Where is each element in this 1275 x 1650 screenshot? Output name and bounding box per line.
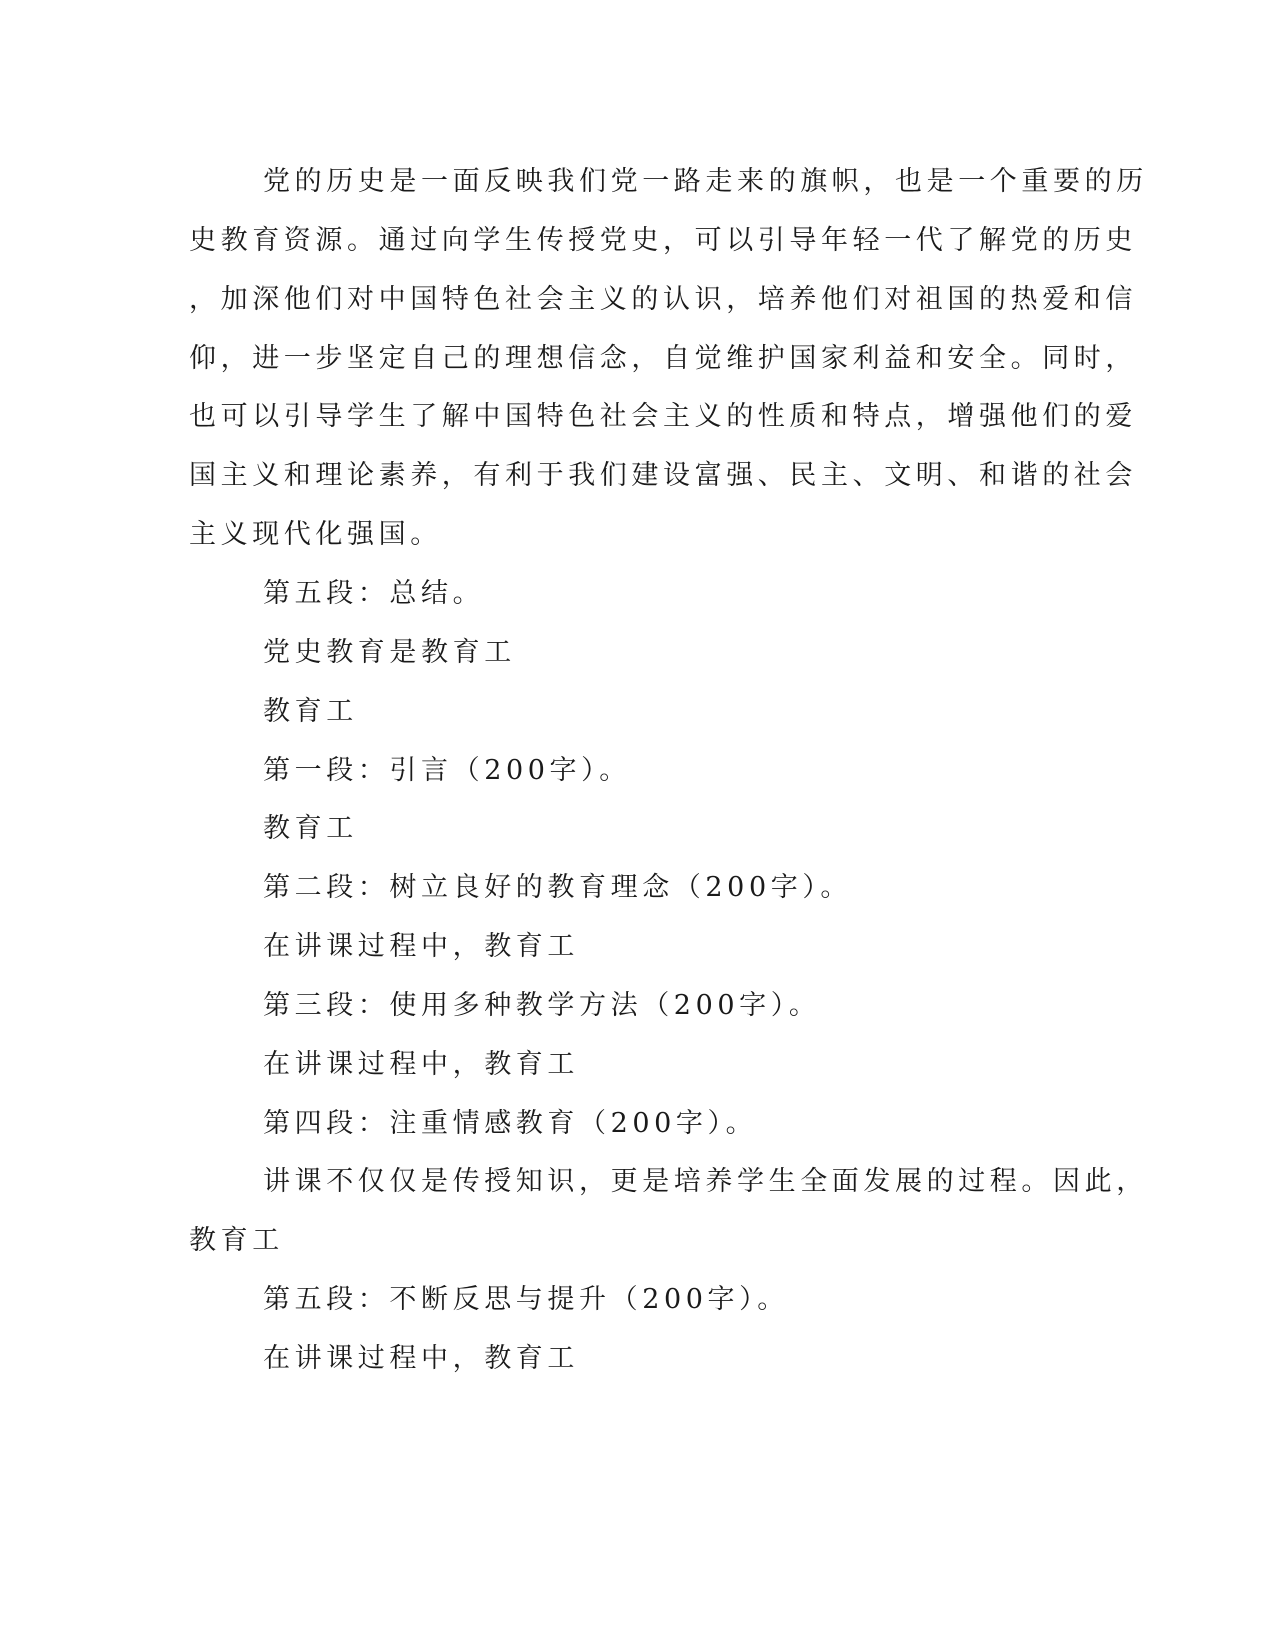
paragraph-line: 史教育资源。通过向学生传授党史，可以引导年轻一代了解党的历史 xyxy=(189,225,1137,256)
paragraph-line: ，加深他们对中国特色社会主义的认识，培养他们对祖国的热爱和信 xyxy=(189,284,1137,315)
section-heading: 第四段：注重情感教育（200字）。 xyxy=(263,1108,758,1139)
paragraph-line: 教育工 xyxy=(189,1225,284,1256)
section-heading: 第五段：不断反思与提升（200字）。 xyxy=(263,1284,789,1315)
section-heading: 第二段：树立良好的教育理念（200字）。 xyxy=(263,872,853,903)
paragraph-line: 教育工 xyxy=(263,696,358,727)
paragraph-line: 国主义和理论素养，有利于我们建设富强、民主、文明、和谐的社会 xyxy=(189,460,1137,491)
paragraph-line: 仰，进一步坚定自己的理想信念，自觉维护国家利益和安全。同时， xyxy=(189,343,1137,374)
paragraph-line: 教育工 xyxy=(263,813,358,844)
paragraph-line: 讲课不仅仅是传授知识，更是培养学生全面发展的过程。因此， xyxy=(263,1166,1148,1197)
section-heading: 第一段：引言（200字）。 xyxy=(263,755,631,786)
paragraph-line: 也可以引导学生了解中国特色社会主义的性质和特点，增强他们的爱 xyxy=(189,401,1137,432)
paragraph-line: 党的历史是一面反映我们党一路走来的旗帜，也是一个重要的历 xyxy=(263,166,1148,197)
section-heading: 第五段：总结。 xyxy=(263,578,485,609)
paragraph-line: 在讲课过程中，教育工 xyxy=(263,1343,579,1374)
paragraph-line: 主义现代化强国。 xyxy=(189,519,442,550)
paragraph-line: 在讲课过程中，教育工 xyxy=(263,1049,579,1080)
section-heading: 第三段：使用多种教学方法（200字）。 xyxy=(263,990,821,1021)
paragraph-line: 在讲课过程中，教育工 xyxy=(263,931,579,962)
paragraph-line: 党史教育是教育工 xyxy=(263,637,516,668)
